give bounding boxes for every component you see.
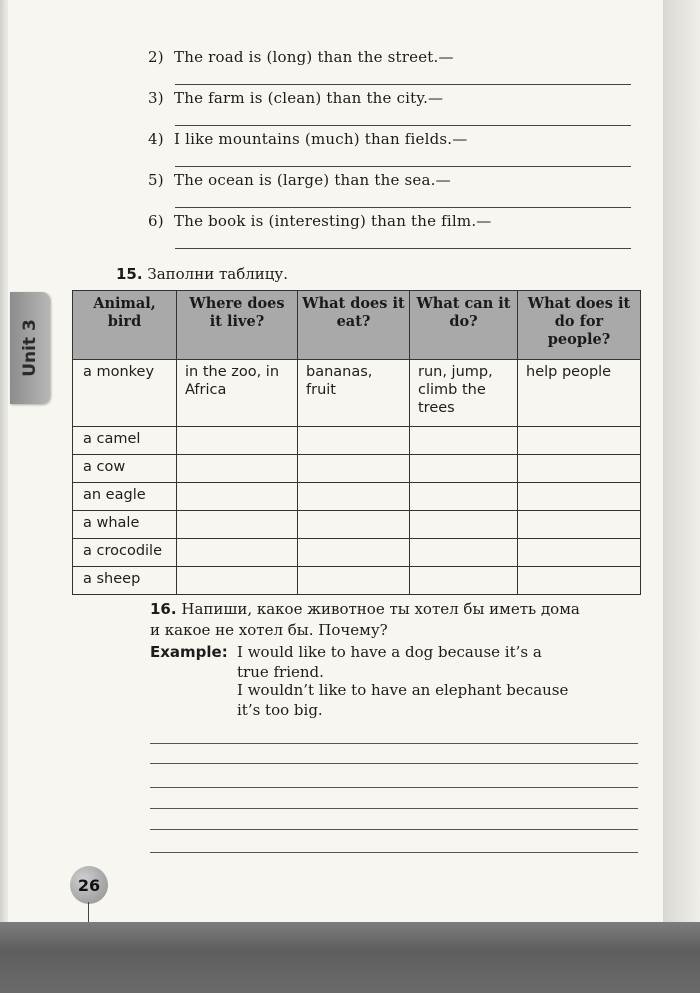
task15-heading xyxy=(116,265,288,283)
cell-for-people[interactable] xyxy=(518,455,641,483)
table-row xyxy=(73,539,641,567)
example-label-text: Example: xyxy=(150,643,228,661)
cell-where[interactable] xyxy=(177,483,298,511)
cell-where[interactable] xyxy=(177,455,298,483)
cell-can-do[interactable] xyxy=(410,511,518,539)
cell-where[interactable] xyxy=(177,511,298,539)
cell-can-do[interactable] xyxy=(410,539,518,567)
cell-animal: a whale xyxy=(73,511,177,539)
table-row xyxy=(73,483,641,511)
sentence-4 xyxy=(148,130,467,148)
cell-can-do[interactable] xyxy=(410,455,518,483)
table-row xyxy=(73,511,641,539)
writing-line[interactable] xyxy=(150,743,638,744)
task16-line1 xyxy=(150,600,580,618)
sentence-number: 4) xyxy=(148,130,164,148)
example-line-1: I would like to have a dog because it’s a xyxy=(237,643,542,661)
sentence-6 xyxy=(148,212,492,230)
header-animal: Animal, bird xyxy=(73,291,177,360)
sentence-number: 6) xyxy=(148,212,164,230)
example-label xyxy=(150,643,228,661)
unit-tab-label: Unit 3 xyxy=(20,319,40,377)
writing-line[interactable] xyxy=(150,808,638,809)
writing-line[interactable] xyxy=(150,829,638,830)
table-row xyxy=(73,427,641,455)
task15-number: 15. xyxy=(116,265,143,283)
page-number: 26 xyxy=(77,875,101,895)
answer-line-5[interactable] xyxy=(175,207,631,208)
sentence-2 xyxy=(148,48,454,66)
answer-line-3[interactable] xyxy=(175,125,631,126)
cell-eat[interactable] xyxy=(298,539,410,567)
cell-where[interactable] xyxy=(177,567,298,595)
writing-line[interactable] xyxy=(150,852,638,853)
cell-animal: a camel xyxy=(73,427,177,455)
answer-line-6[interactable] xyxy=(175,248,631,249)
cell-eat[interactable] xyxy=(298,567,410,595)
sentence-5 xyxy=(148,171,451,189)
cell-for-people[interactable] xyxy=(518,511,641,539)
sentence-text: The book is (interesting) than the film.— xyxy=(174,212,492,230)
writing-line[interactable] xyxy=(150,763,638,764)
cell-can-do[interactable] xyxy=(410,567,518,595)
cell-for-people: help people xyxy=(518,360,641,427)
task16-instruction-2: и какое не хотел бы. Почему? xyxy=(150,621,388,639)
example-line-2: true friend. xyxy=(237,663,324,681)
cell-eat[interactable] xyxy=(298,483,410,511)
header-where-live: Where does it live? xyxy=(177,291,298,360)
cell-animal: an eagle xyxy=(73,483,177,511)
header-what-do: What can it do? xyxy=(410,291,518,360)
balloon-string xyxy=(88,902,95,922)
animals-table xyxy=(72,290,641,595)
cell-can-do: run, jump, climb the trees xyxy=(410,360,518,427)
header-what-eat: What does it eat? xyxy=(298,291,410,360)
cell-eat[interactable] xyxy=(298,455,410,483)
table-row xyxy=(73,567,641,595)
table-header-row xyxy=(73,291,641,360)
cell-animal: a sheep xyxy=(73,567,177,595)
example-line-4: it’s too big. xyxy=(237,701,323,719)
answer-line-4[interactable] xyxy=(175,166,631,167)
sentence-text: The ocean is (large) than the sea.— xyxy=(174,171,451,189)
cell-animal: a crocodile xyxy=(73,539,177,567)
sentence-number: 2) xyxy=(148,48,164,66)
task16-number: 16. xyxy=(150,600,177,618)
page-number-balloon xyxy=(70,866,108,904)
table-row xyxy=(73,455,641,483)
cell-can-do[interactable] xyxy=(410,483,518,511)
answer-line-2[interactable] xyxy=(175,84,631,85)
cell-eat[interactable] xyxy=(298,427,410,455)
sentence-number: 5) xyxy=(148,171,164,189)
sentence-text: The road is (long) than the street.— xyxy=(174,48,454,66)
task15-title: Заполни таблицу. xyxy=(147,265,289,283)
writing-line[interactable] xyxy=(150,787,638,788)
cell-for-people[interactable] xyxy=(518,567,641,595)
cell-where[interactable] xyxy=(177,539,298,567)
unit-tab xyxy=(10,292,50,404)
next-page-edge xyxy=(663,0,700,925)
sentence-3 xyxy=(148,89,443,107)
scan-bottom-shadow xyxy=(0,922,700,993)
cell-animal: a cow xyxy=(73,455,177,483)
cell-where: in the zoo, in Africa xyxy=(177,360,298,427)
cell-where[interactable] xyxy=(177,427,298,455)
cell-animal: a monkey xyxy=(73,360,177,427)
task16-instruction-1: Напиши, какое животное ты хотел бы иметь дома xyxy=(181,600,580,618)
sentence-text: I like mountains (much) than fields.— xyxy=(174,130,468,148)
cell-can-do[interactable] xyxy=(410,427,518,455)
cell-eat: bananas, fruit xyxy=(298,360,410,427)
cell-for-people[interactable] xyxy=(518,539,641,567)
example-line-3: I wouldn’t like to have an elephant because xyxy=(237,681,569,699)
header-for-people: What does it do for people? xyxy=(518,291,641,360)
sentence-number: 3) xyxy=(148,89,164,107)
table-row xyxy=(73,360,641,427)
cell-for-people[interactable] xyxy=(518,427,641,455)
cell-for-people[interactable] xyxy=(518,483,641,511)
sentence-text: The farm is (clean) than the city.— xyxy=(174,89,444,107)
cell-eat[interactable] xyxy=(298,511,410,539)
